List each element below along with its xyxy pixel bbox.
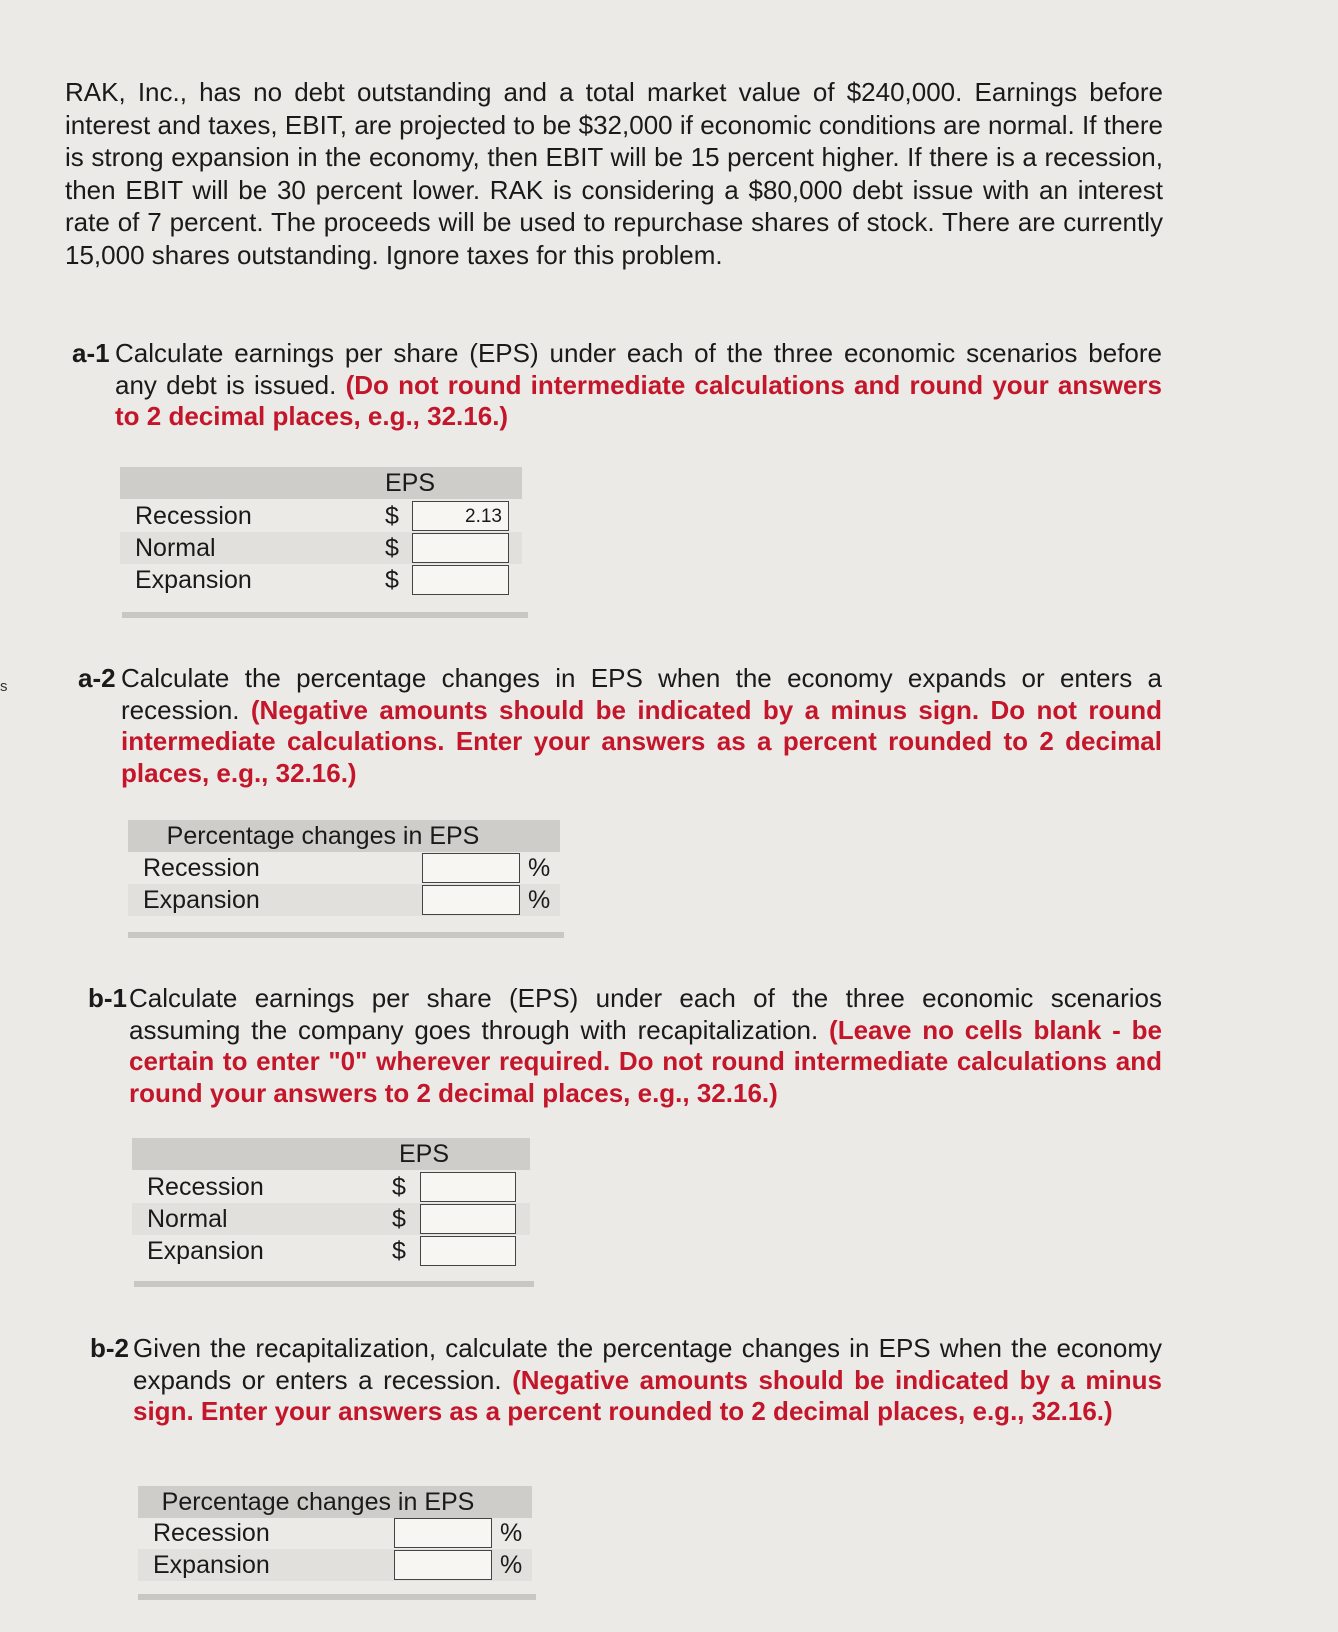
dollar-sign: $ [385, 534, 399, 562]
table-row [138, 1517, 532, 1549]
question-a1-label: a-1 [72, 338, 110, 368]
question-b2-instruction: (Negative amounts should be indicated by a minus sign. Enter your answers as a percent rounded to 2 decimal places, e.g., 32.16.) [133, 1364, 1162, 1426]
question-a1 [72, 338, 1162, 433]
percent-sign: % [528, 854, 551, 882]
question-b2-text: Given the recapitalization, calculate the percentage changes in EPS when the economy expands or enters a recession. [133, 1333, 1162, 1395]
table-row [132, 1235, 530, 1267]
question-a1-instruction: (Do not round intermediate calculations and round your answers to 2 decimal places, e.g., 32.16.) [115, 369, 1162, 431]
row-label: Expansion [147, 1237, 264, 1265]
percent-sign: % [528, 886, 551, 914]
question-b2-label: b-2 [90, 1333, 129, 1363]
table-a2-header-label: Percentage changes in EPS [166, 822, 480, 850]
row-label: Recession [147, 1173, 264, 1201]
table-divider [134, 1281, 534, 1287]
dollar-sign: $ [385, 502, 399, 530]
eps-normal-input[interactable] [412, 533, 509, 563]
row-label: Expansion [153, 1551, 270, 1579]
pct-expansion-input[interactable] [422, 885, 520, 915]
eps-recession-input[interactable]: 2.13 [412, 501, 509, 531]
row-label: Expansion [143, 886, 260, 914]
question-a2-instruction: (Negative amounts should be indicated by a minus sign. Do not round intermediate calculations. Enter your answers as a percent rounded to 2 decimal places, e.g., 32.16.) [121, 694, 1162, 788]
row-label: Normal [135, 534, 216, 562]
dollar-sign: $ [392, 1173, 406, 1201]
question-b1-label: b-1 [88, 983, 127, 1013]
question-b1-instruction: (Leave no cells blank - be certain to enter "0" wherever required. Do not round intermediate calculations and round your answers to 2 decimal places, e.g., 32.16.) [129, 1014, 1162, 1108]
row-label: Recession [153, 1519, 270, 1547]
table-row [120, 564, 522, 596]
question-b1-text: Calculate earnings per share (EPS) under each of the three economic scenarios assuming the company goes through with recapitalization. [129, 983, 1162, 1045]
table-divider [138, 1594, 536, 1600]
margin-mark: s [0, 678, 8, 695]
row-label: Recession [135, 502, 252, 530]
row-label: Recession [143, 854, 260, 882]
table-a1-header [120, 467, 522, 499]
dollar-sign: $ [392, 1237, 406, 1265]
table-row [128, 884, 560, 916]
eps-expansion-input[interactable] [412, 565, 509, 595]
row-label: Expansion [135, 566, 252, 594]
question-b1 [88, 983, 1162, 1109]
problem-statement: RAK, Inc., has no debt outstanding and a total market value of $240,000. Earnings before interest and taxes, EBIT, are projected to be $32,000 if economic conditions are normal. If there is strong expansion in the economy, then EBIT will be 15 percent higher. If there is a recession, then EBIT will be 30 percent lower. RAK is considering a $80,000 debt issue with an interest rate of 7 percent. The proceeds will be used to repurchase shares of stock. There are currently 15,000 shares outstanding. Ignore taxes for this problem. [65, 77, 1163, 270]
table-row [132, 1203, 530, 1235]
question-a2 [78, 663, 1162, 789]
table-b1-header-label: EPS [398, 1140, 450, 1168]
table-row [132, 1171, 530, 1203]
table-row [138, 1549, 532, 1581]
recap-eps-expansion-input[interactable] [420, 1236, 516, 1266]
table-b2-header-label: Percentage changes in EPS [161, 1488, 475, 1516]
question-a1-text: Calculate earnings per share (EPS) under each of the three economic scenarios before any debt is issued. [115, 338, 1162, 400]
table-row [120, 532, 522, 564]
recap-pct-recession-input[interactable] [394, 1518, 492, 1548]
table-row [128, 852, 560, 884]
percent-sign: % [500, 1551, 523, 1579]
table-divider [128, 932, 564, 938]
table-a1-header-label: EPS [384, 469, 436, 497]
question-b2 [90, 1333, 1162, 1428]
table-row [120, 500, 522, 532]
pct-recession-input[interactable] [422, 853, 520, 883]
recap-eps-recession-input[interactable] [420, 1172, 516, 1202]
question-a2-label: a-2 [78, 663, 116, 693]
recap-pct-expansion-input[interactable] [394, 1550, 492, 1580]
recap-eps-normal-input[interactable] [420, 1204, 516, 1234]
dollar-sign: $ [392, 1205, 406, 1233]
row-label: Normal [147, 1205, 228, 1233]
table-divider [122, 612, 528, 618]
table-b1-header [132, 1138, 530, 1170]
dollar-sign: $ [385, 566, 399, 594]
question-a2-text: Calculate the percentage changes in EPS when the economy expands or enters a recession. [121, 663, 1162, 725]
percent-sign: % [500, 1519, 523, 1547]
